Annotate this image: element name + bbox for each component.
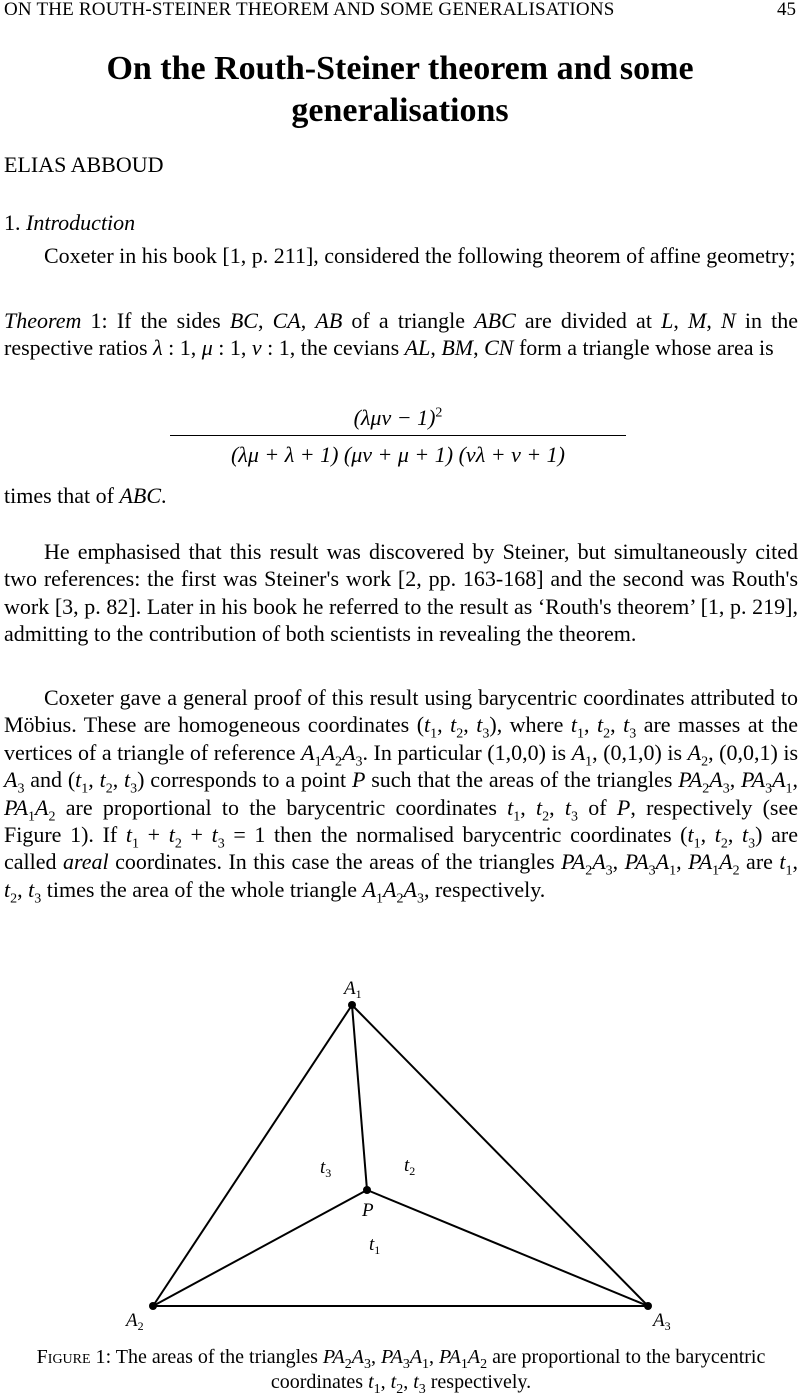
formula-denominator: (λμ + λ + 1) (μν + μ + 1) (νλ + ν + 1) bbox=[230, 442, 566, 467]
label-a1: $A_1$ bbox=[344, 978, 362, 1001]
vertex-a1 bbox=[348, 1001, 356, 1009]
running-title: ON THE ROUTH-STEINER THEOREM AND SOME GENERALISATIONS bbox=[4, 0, 615, 20]
figure-caption: Figure 1: The areas of the triangles $PA_2A_3$, $PA_3A_1$, $PA_1A_2$ are proportional to the barycentric coordinates $t_1$, $t_2$, $t_3$ respectively. bbox=[36, 1346, 766, 1397]
label-a3: $A_3$ bbox=[653, 1310, 671, 1333]
label-t2: $t_2$ bbox=[404, 1155, 416, 1178]
vertex-a2 bbox=[149, 1302, 157, 1310]
cevian-a1-p bbox=[352, 1005, 367, 1190]
title-line-2: generalisations bbox=[291, 92, 509, 129]
author-name: ELIAS ABBOUD bbox=[4, 152, 164, 177]
page-number: 45 bbox=[777, 0, 796, 20]
vertex-a3 bbox=[644, 1302, 652, 1310]
label-t3: $t_3$ bbox=[320, 1157, 332, 1180]
theorem-statement: Theorem 1: If the sides BC, CA, AB of a triangle ABC are divided at L, M, N in the respective ratios λ : 1, μ : 1, ν : 1, the cevians AL, BM, CN form a triangle whose area is bbox=[4, 308, 798, 361]
label-t1: $t_1$ bbox=[369, 1234, 381, 1257]
section-name: Introduction bbox=[26, 210, 136, 235]
paragraph-barycentric: Coxeter gave a general proof of this result using barycentric coordinates attributed to Möbius. These are homogeneous coordinates ($t_1$, $t_2$, $t_3$), where $t_1$, $t_2$, $t_3$ are masses at the vertices of a triangle of reference $A_1A_2A_3$. In particular (1,0,0) is $A_1$, (0,1,0) is $A_2$, (0,0,1) is $A_3$ and ($t_1$, $t_2$, $t_3$) corresponds to a point P such that the areas of the triangles $PA_2A_3$, $PA_3A_1$, $PA_1A_2$ are proportional to the barycentric coordinates $t_1$, $t_2$, $t_3$ of P, respectively (see Figure 1). If $t_1 + t_2 + t_3 = 1$ then the normalised barycentric coordinates ($t_1$, $t_2$, $t_3$) are called areal coordinates. In this case the areas of the triangles $PA_2A_3$, $PA_3A_1$, $PA_1A_2$ are $t_1$, $t_2$, $t_3$ times the area of the whole triangle $A_1A_2A_3$, respectively. bbox=[4, 685, 799, 907]
edge-a1-a3 bbox=[352, 1005, 648, 1306]
point-p bbox=[363, 1186, 371, 1194]
after-formula-text: times that of ABC. bbox=[4, 483, 167, 508]
formula-numerator: $(\lambda\mu\nu - 1)^2$ bbox=[353, 405, 443, 430]
paragraph-intro: Coxeter in his book [1, p. 211], considered the following theorem of affine geometry; bbox=[44, 243, 796, 268]
section-number: 1. bbox=[4, 210, 21, 235]
cevian-a2-p bbox=[153, 1190, 367, 1306]
label-a2: $A_2$ bbox=[126, 1310, 144, 1333]
paragraph-history: He emphasised that this result was discovered by Steiner, but simultaneously cited two references: the first was Steiner's work [2, pp. 163-168] and the second was Routh's work [3, p. 82]. Later in his book he referred to the result as ‘Routh's theorem’ [1, p. 219], admitting to the contribution of both scientists in revealing the theorem. bbox=[4, 539, 798, 647]
label-p: P bbox=[362, 1200, 374, 1221]
cevian-a3-p bbox=[367, 1190, 648, 1306]
edge-a1-a2 bbox=[153, 1005, 352, 1306]
title-line-1: On the Routh-Steiner theorem and some bbox=[106, 50, 694, 87]
